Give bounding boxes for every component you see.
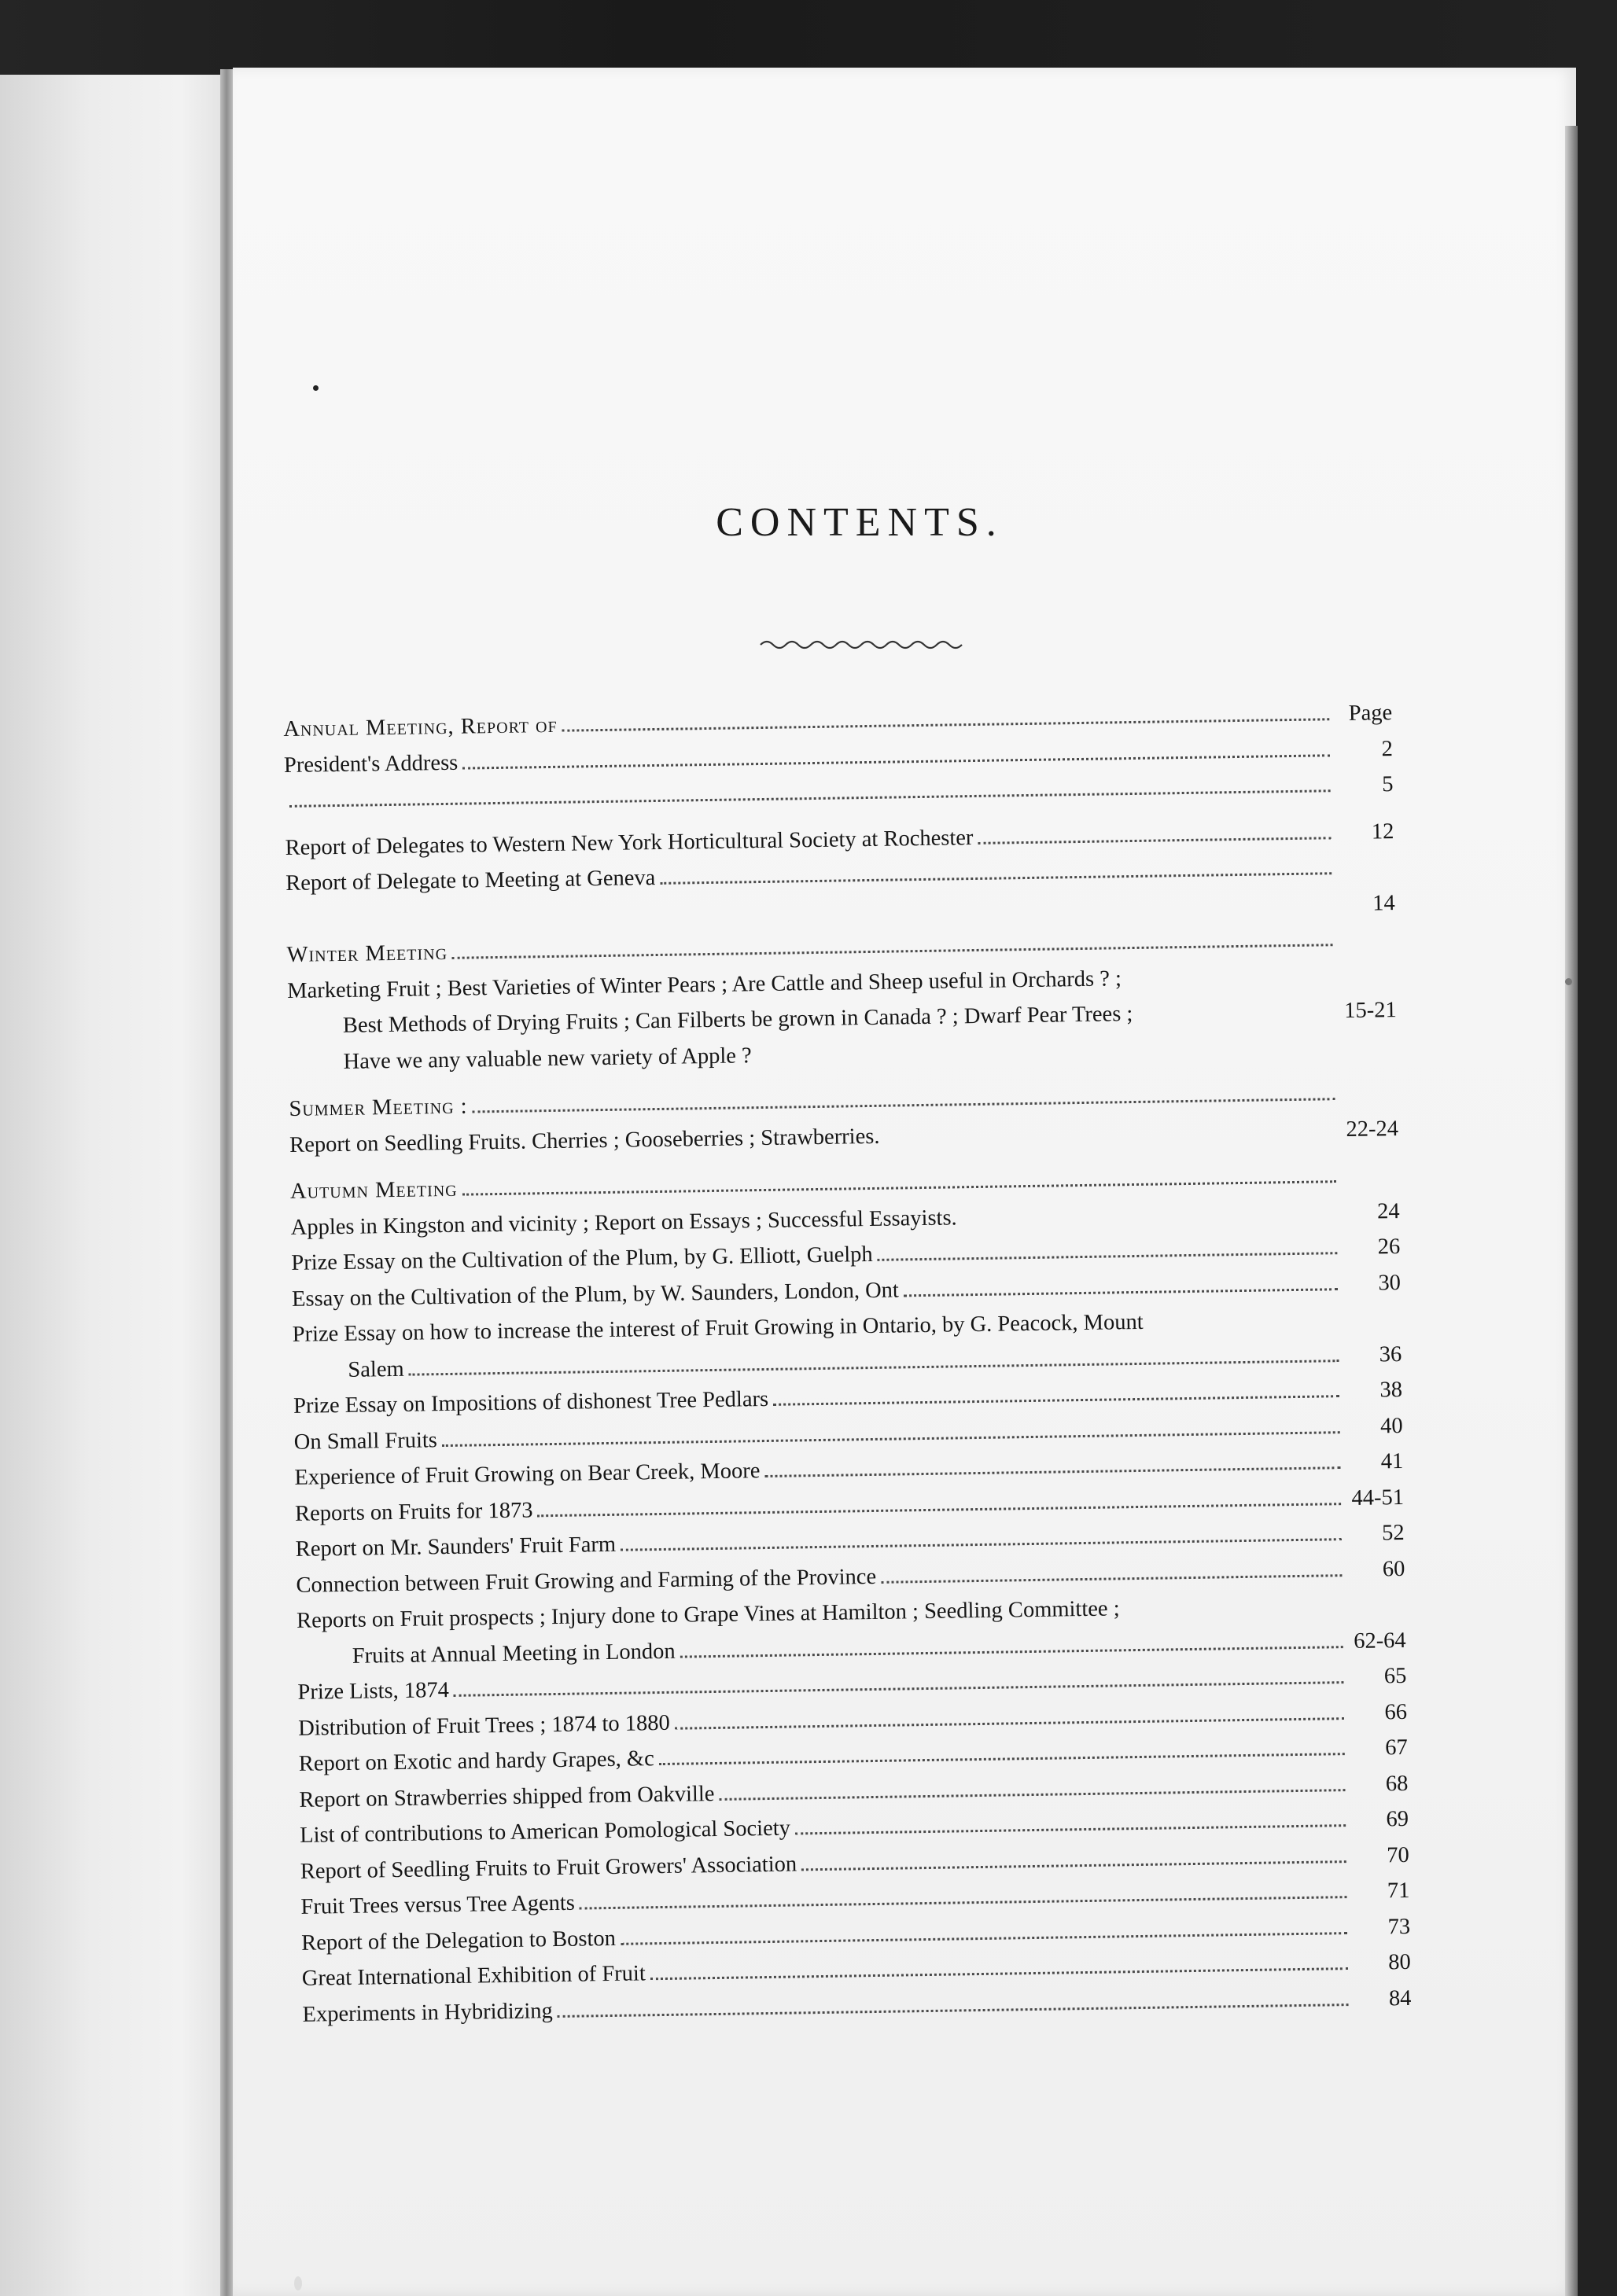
entry-page: 62-64: [1353, 1628, 1406, 1654]
dot-leader: [1148, 1326, 1339, 1329]
entry-title: Prize Lists, 1874: [297, 1678, 450, 1705]
dot-leader: [462, 754, 1330, 769]
dot-leader: [538, 1503, 1342, 1517]
entry-title: Prize Essay on the Cultivation of the Plum, by G. Elliott, Guelph: [291, 1242, 873, 1275]
scan-speck: [294, 2276, 302, 2290]
entry-title: Experience of Fruit Growing on Bear Creek, Moore: [294, 1459, 761, 1490]
entry-title: Prize Essay on how to increase the interest of Fruit Growing in Ontario, by G. Peacock, Mount: [292, 1309, 1144, 1347]
entry-page: 14: [1372, 890, 1395, 915]
entry-title: Report of Delegates to Western New York Horticultural Society at Rochester: [285, 825, 974, 860]
entry-title: Fruits at Annual Meeting in London: [352, 1639, 676, 1669]
entry-page: 67: [1384, 1735, 1408, 1761]
entry-title: Annual Meeting, Report of: [283, 712, 558, 741]
entry-title: Report on Seedling Fruits. Cherries ; Gooseberries ; Strawberries.: [289, 1124, 880, 1157]
entry-page: 36: [1379, 1341, 1402, 1367]
entry-page: [1341, 945, 1396, 946]
dot-leader: [795, 1824, 1346, 1834]
entry-title: Report of Seedling Fruits to Fruit Growers' Association: [300, 1851, 797, 1884]
entry-page: [1343, 1053, 1398, 1054]
dot-leader: [454, 1681, 1344, 1697]
entry-title: Winter Meeting: [286, 940, 448, 967]
dot-leader: [442, 1431, 1340, 1447]
entry-page: 40: [1379, 1413, 1403, 1438]
dot-leader: [801, 1860, 1346, 1871]
dot-leader: [675, 1717, 1344, 1730]
dot-leader: [680, 1646, 1343, 1658]
entry-title: Reports on Fruit prospects ; Injury done to Grape Vines at Hamilton ; Seedling Committee ;: [296, 1596, 1120, 1633]
dot-leader: [962, 1219, 1337, 1224]
entry-title: Prize Essay on Impositions of dishonest Tree Pedlars: [293, 1386, 769, 1418]
entry-page: [1350, 1611, 1405, 1612]
entry-page: 80: [1388, 1949, 1411, 1975]
dot-leader: [659, 1753, 1345, 1765]
entry-page: 15-21: [1344, 998, 1398, 1024]
page-right-edge: [1565, 126, 1578, 2296]
entry-page: 5: [1382, 772, 1394, 797]
entry-page: 84: [1388, 1985, 1412, 2011]
entry-page: 73: [1387, 1914, 1411, 1939]
page-column-header: Page: [1348, 701, 1393, 726]
entry-title: President's Address: [283, 750, 459, 778]
entry-title: On Small Fruits: [293, 1427, 438, 1455]
entry-title: Report of the Delegation to Boston: [301, 1926, 617, 1956]
dot-leader: [452, 944, 1332, 959]
entry-page: 26: [1377, 1234, 1401, 1260]
entry-page: 71: [1387, 1878, 1410, 1904]
dot-leader: [1137, 1017, 1333, 1021]
entry-page: [1343, 1099, 1398, 1100]
entry-title: Report on Mr. Saunders' Fruit Farm: [295, 1532, 617, 1562]
scan-speck: [1565, 978, 1572, 985]
entry-page: [1346, 1325, 1402, 1326]
entry-page: 2: [1381, 736, 1394, 761]
entry-title: Report on Exotic and hardy Grapes, &c: [298, 1746, 654, 1776]
entry-page: 60: [1382, 1556, 1405, 1581]
entry-title: Salem: [348, 1356, 404, 1382]
dot-leader: [904, 1288, 1338, 1297]
entry-title: Summer Meeting :: [289, 1094, 468, 1121]
entry-title: Connection between Fruit Growing and Farming of the Province: [296, 1564, 877, 1598]
entry-page: [1341, 981, 1396, 982]
entry-title: Experiments in Hybridizing: [302, 1998, 553, 2027]
entry-page: 41: [1380, 1448, 1404, 1474]
dot-leader: [978, 837, 1331, 844]
dot-leader: [621, 1932, 1347, 1945]
entry-page: 66: [1384, 1699, 1408, 1724]
entry-page: 30: [1378, 1270, 1402, 1295]
entry-title: Report of Delegate to Meeting at Geneva: [285, 866, 656, 896]
entry-page: 24: [1376, 1198, 1400, 1223]
dot-leader: [621, 1538, 1342, 1551]
entry-page: 52: [1381, 1520, 1405, 1546]
dot-leader: [409, 1360, 1339, 1376]
entry-title: Have we any valuable new variety of Apple ?: [343, 1043, 752, 1074]
entry-title: Distribution of Fruit Trees ; 1874 to 1880: [297, 1710, 671, 1741]
entry-page: 44-51: [1351, 1485, 1405, 1510]
dot-leader: [580, 1896, 1347, 1909]
entry-title: Best Methods of Drying Fruits ; Can Filberts be grown in Canada ? ; Dwarf Pear Trees ;: [342, 1002, 1133, 1038]
wavy-rule-ornament: [759, 635, 971, 653]
entry-title: Autumn Meeting: [289, 1176, 458, 1204]
dot-leader: [650, 1967, 1348, 1980]
dot-leader: [473, 1098, 1335, 1113]
dot-leader: [562, 718, 1330, 731]
entry-page: 38: [1379, 1377, 1403, 1403]
dot-leader: [462, 1180, 1336, 1195]
entry-page: [1344, 1182, 1399, 1183]
entry-title: List of contributions to American Pomological Society: [299, 1816, 791, 1848]
dot-leader: [764, 1466, 1340, 1477]
entry-title: Great International Exhibition of Fruit: [301, 1961, 646, 1991]
dot-leader: [1126, 982, 1333, 985]
dot-leader: [757, 1054, 1335, 1062]
dot-leader: [660, 872, 1332, 885]
dot-leader: [719, 1789, 1345, 1801]
entry-title: Apples in Kingston and vicinity ; Report on Essays ; Successful Essayists.: [290, 1205, 957, 1240]
entry-title: Reports on Fruits for 1873: [294, 1497, 533, 1526]
entry-title: Essay on the Cultivation of the Plum, by W. Saunders, London, Ont: [291, 1277, 900, 1312]
left-page-edge: [0, 75, 227, 2296]
scan-speck: [313, 385, 319, 391]
entry-title: Marketing Fruit ; Best Varieties of Winter Pears ; Are Cattle and Sheep useful in Orchards ? ;: [287, 966, 1122, 1003]
entry-page: 70: [1386, 1842, 1409, 1867]
entry-page: 65: [1383, 1663, 1407, 1689]
page-title: CONTENTS.: [716, 500, 1004, 545]
entry-title: Fruit Trees versus Tree Agents: [300, 1890, 576, 1919]
dot-leader: [885, 1136, 1336, 1143]
dot-leader: [773, 1395, 1339, 1406]
entry-title: Report on Strawberries shipped from Oakville: [299, 1781, 715, 1812]
dot-leader: [878, 1252, 1338, 1261]
dot-leader: [289, 789, 1331, 808]
entry-page: 22-24: [1346, 1116, 1399, 1142]
entry-page: 12: [1371, 819, 1394, 844]
entry-page: 68: [1385, 1771, 1409, 1796]
dot-leader: [558, 2003, 1349, 2018]
dot-leader: [881, 1574, 1342, 1584]
table-of-contents: [283, 695, 1412, 2033]
entry-page: 69: [1386, 1806, 1409, 1832]
dot-leader: [1125, 1612, 1343, 1615]
